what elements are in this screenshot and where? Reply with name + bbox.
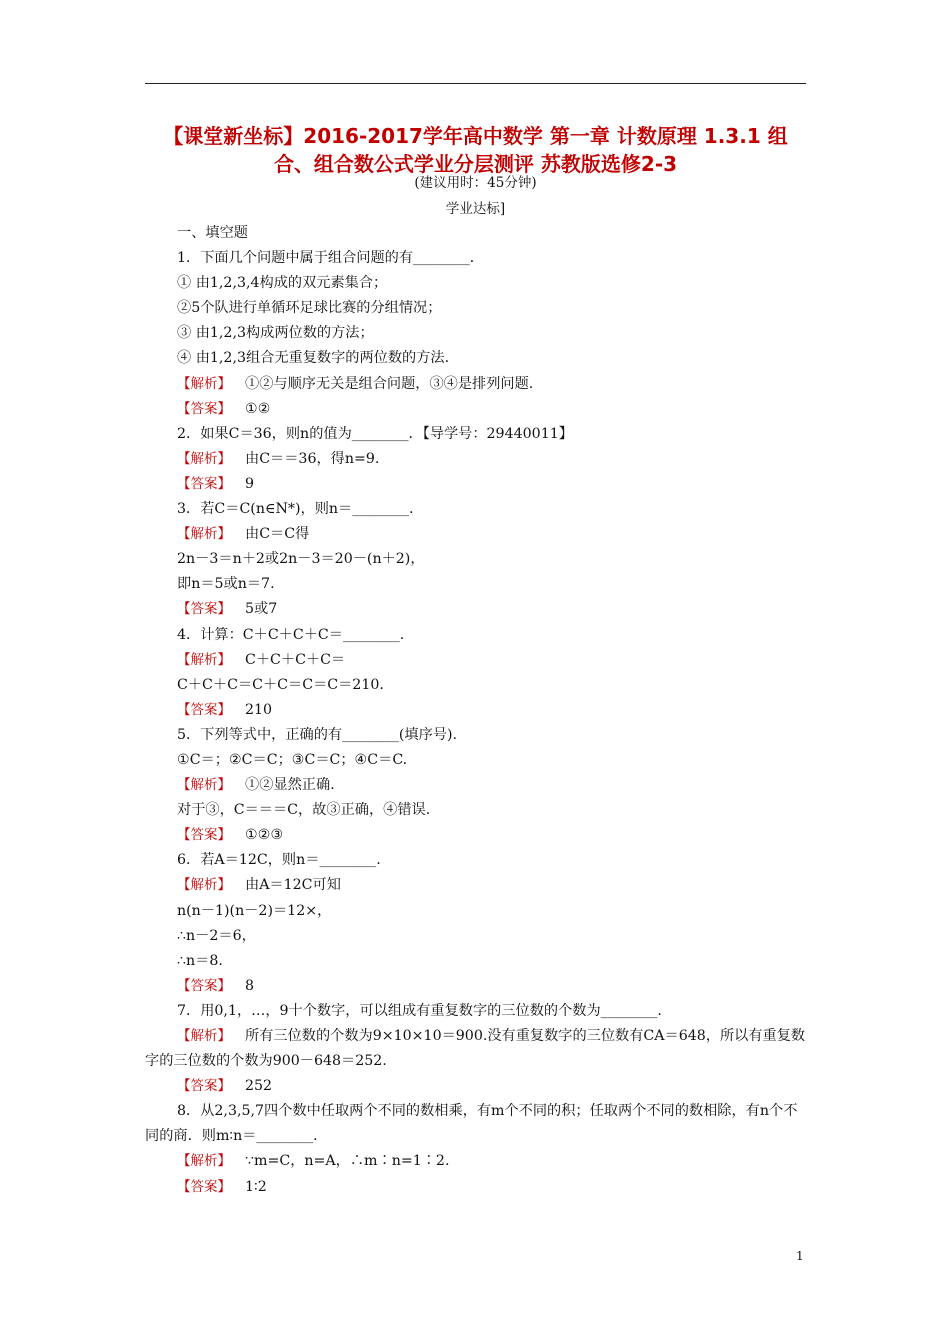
line-text: ∴n－2＝6，: [177, 927, 256, 944]
text-line: [145, 246, 806, 271]
text-line: [145, 271, 806, 296]
answer-line: [145, 823, 806, 848]
answer-line: [145, 472, 806, 497]
text-line: [145, 673, 806, 698]
line-text: 对于③，C＝＝＝C，故③正确，④错误.: [177, 802, 431, 819]
analysis-label: 【解析】: [177, 777, 231, 794]
line-text: 2．如果C＝36，则n的值为________．【导学号：29440011】: [177, 425, 573, 442]
line-text: C＋C＋C＝C＋C＝C＝C＝210.: [177, 676, 384, 693]
line-text: 5或7: [245, 601, 278, 618]
line-text: ①C＝；②C＝C；③C＝C；④C＝C.: [177, 751, 408, 768]
section-heading: 学业达标]: [445, 201, 506, 217]
line-text: 9: [245, 475, 255, 492]
analysis-line: [145, 447, 806, 472]
answer-label: 【答案】: [177, 701, 231, 718]
text-line: [145, 798, 806, 823]
line-text: ①②③: [245, 827, 284, 844]
text-line: [145, 547, 806, 572]
analysis-label: 【解析】: [177, 375, 231, 392]
text-line: [145, 949, 806, 974]
line-text: ∴n＝8.: [177, 952, 223, 969]
header-rule: [145, 83, 806, 84]
analysis-label: 【解析】: [177, 1028, 231, 1044]
line-text: ①②: [245, 400, 271, 417]
text-line: [145, 924, 806, 949]
analysis-line: [145, 648, 806, 673]
line-text: C＋C＋C＋C＝: [245, 651, 346, 668]
line-text: 8: [245, 977, 255, 994]
analysis-label: 【解析】: [177, 651, 231, 668]
text-line: [145, 346, 806, 371]
line-text: 1∶2: [245, 1178, 267, 1195]
analysis-line: [145, 773, 806, 798]
line-text: ∵m=C，n=A，∴m∶n=1∶2.: [245, 1153, 450, 1170]
text-line: [145, 1099, 806, 1149]
line-text: 即n＝5或n＝7.: [177, 576, 275, 593]
analysis-label: 【解析】: [177, 450, 231, 467]
analysis-line: [145, 522, 806, 547]
line-text: ①②与顺序无关是组合问题，③④是排列问题.: [245, 375, 534, 392]
line-text: 2n－3＝n＋2或2n－3＝20－(n＋2)，: [177, 551, 425, 568]
line-text: 所有三位数的个数为9×10×10＝900.没有重复数字的三位数有CA＝648，所以有重复数字的三位数的个数为900－648＝252.: [145, 1028, 806, 1070]
text-line: [145, 572, 806, 597]
line-text: n(n－1)(n－2)＝12×，: [177, 902, 332, 919]
page-number: 1: [796, 1249, 804, 1263]
text-line: [145, 999, 806, 1024]
line-text: 5．下列等式中，正确的有________(填序号).: [177, 726, 457, 743]
line-text: 210: [245, 701, 273, 718]
analysis-label: 【解析】: [177, 526, 231, 543]
text-line: [145, 221, 806, 246]
text-line: [145, 422, 806, 447]
text-line: [145, 497, 806, 522]
line-text: 1．下面几个问题中属于组合问题的有________．: [177, 250, 484, 267]
time-note: (建议用时：45分钟): [414, 175, 537, 191]
answer-label: 【答案】: [177, 475, 231, 492]
line-text: 6．若A＝12C，则n＝________.: [177, 852, 381, 869]
analysis-label: 【解析】: [177, 1153, 231, 1170]
document-body: [145, 221, 806, 1200]
line-text: 8．从2,3,5,7四个数中任取两个不同的数相乘，有m个不同的积；任取两个不同的数相除，有n个不同的商．则m∶n＝________.: [145, 1103, 798, 1145]
line-text: 由C＝C得: [245, 526, 310, 543]
answer-line: [145, 397, 806, 422]
answer-label: 【答案】: [177, 977, 231, 994]
line-text: 4．计算：C＋C＋C＋C＝________.: [177, 626, 405, 643]
line-text: ①②显然正确.: [245, 777, 335, 794]
answer-label: 【答案】: [177, 601, 231, 618]
answer-label: 【答案】: [177, 1078, 231, 1095]
line-text: 由A＝12C可知: [245, 877, 341, 894]
analysis-line: [145, 1149, 806, 1174]
line-text: ③ 由1,2,3构成两位数的方法；: [177, 325, 374, 342]
answer-label: 【答案】: [177, 400, 231, 417]
answer-line: [145, 1074, 806, 1099]
answer-line: [145, 597, 806, 622]
answer-label: 【答案】: [177, 827, 231, 844]
document-title: [145, 122, 806, 178]
answer-line: [145, 974, 806, 999]
line-text: 252: [245, 1078, 273, 1095]
answer-line: [145, 698, 806, 723]
title-line-1: 【课堂新坐标】2016-2017学年高中数学 第一章 计数原理 1.3.1 组: [163, 124, 788, 148]
text-line: [145, 321, 806, 346]
text-line: [145, 748, 806, 773]
analysis-line: [145, 1024, 806, 1074]
text-line: [145, 723, 806, 748]
line-text: 一、填空题: [177, 225, 248, 241]
title-line-2: 合、组合数公式学业分层测评 苏教版选修2-3: [273, 152, 678, 176]
line-text: ④ 由1,2,3组合无重复数字的两位数的方法.: [177, 350, 450, 367]
line-text: 3．若C＝C(n∈N*)，则n＝________.: [177, 501, 414, 518]
line-text: 由C＝＝36，得n=9.: [245, 450, 380, 467]
analysis-line: [145, 372, 806, 397]
text-line: [145, 296, 806, 321]
answer-line: [145, 1175, 806, 1200]
analysis-line: [145, 873, 806, 898]
text-line: [145, 623, 806, 648]
line-text: ②5个队进行单循环足球比赛的分组情况；: [177, 300, 442, 317]
line-text: ① 由1,2,3,4构成的双元素集合；: [177, 275, 388, 292]
answer-label: 【答案】: [177, 1178, 231, 1195]
text-line: [145, 848, 806, 873]
line-text: 7．用0,1，…，9十个数字，可以组成有重复数字的三位数的个数为________.: [177, 1002, 662, 1019]
analysis-label: 【解析】: [177, 877, 231, 894]
text-line: [145, 899, 806, 924]
